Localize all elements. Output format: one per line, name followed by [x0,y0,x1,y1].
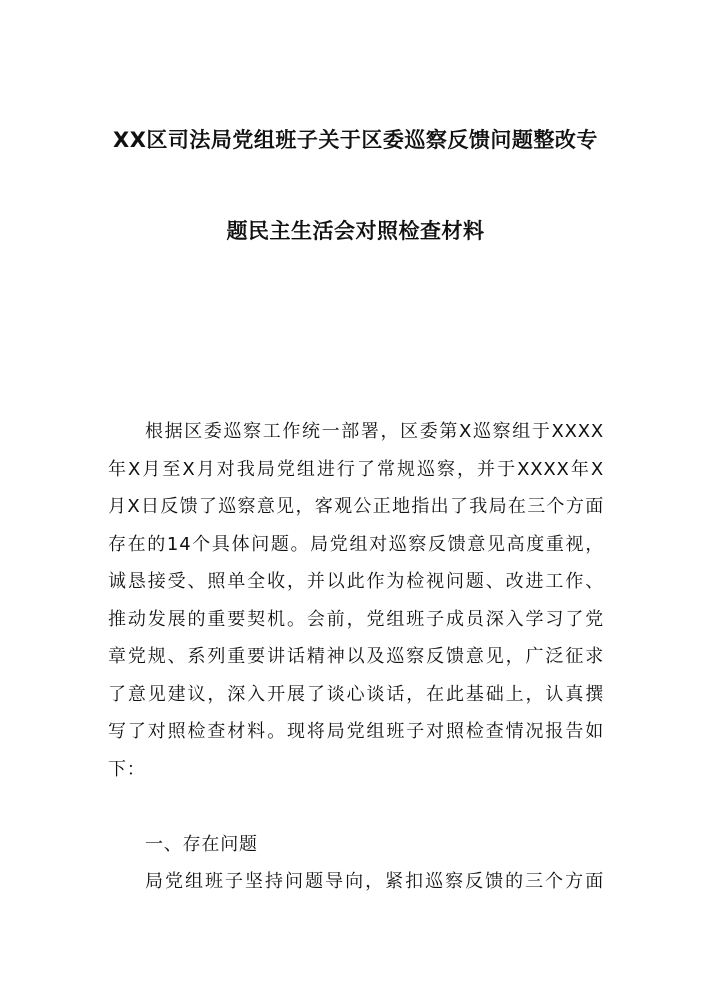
intro-paragraph-line: 下： [108,759,146,780]
intro-paragraph-line: 章党规、系列重要讲话精神以及巡察反馈意见，广泛征求 [108,646,604,667]
intro-paragraph-line: 根据区委巡察工作统一部署，区委第X巡察组于XXXX [145,421,604,442]
intro-paragraph-line: 月X日反馈了巡察意见，客观公正地指出了我局在三个方面 [108,496,604,517]
intro-paragraph-line: 诚恳接受、照单全收，并以此作为检视问题、改进工作、 [108,571,604,592]
intro-paragraph-line: 年X月至X月对我局党组进行了常规巡察，并于XXXX年X [108,459,604,480]
document-title-line-2: 题民主生活会对照检查材料 [226,219,485,243]
intro-paragraph-line: 写了对照检查材料。现将局党组班子对照检查情况报告如 [108,721,604,742]
intro-paragraph-line: 了意见建议，深入开展了谈心谈话，在此基础上，认真撰 [108,684,604,705]
intro-paragraph-line: 存在的14个具体问题。局党组对巡察反馈意见高度重视， [108,534,604,555]
document-title-line-1: XX区司法局党组班子关于区委巡察反馈问题整改专 [113,128,598,152]
section-heading: 一、存在问题 [145,834,258,855]
intro-paragraph-line: 推动发展的重要契机。会前，党组班子成员深入学习了党 [108,609,604,630]
section-paragraph-line: 局党组班子坚持问题导向，紧扣巡察反馈的三个方面 [145,871,604,892]
